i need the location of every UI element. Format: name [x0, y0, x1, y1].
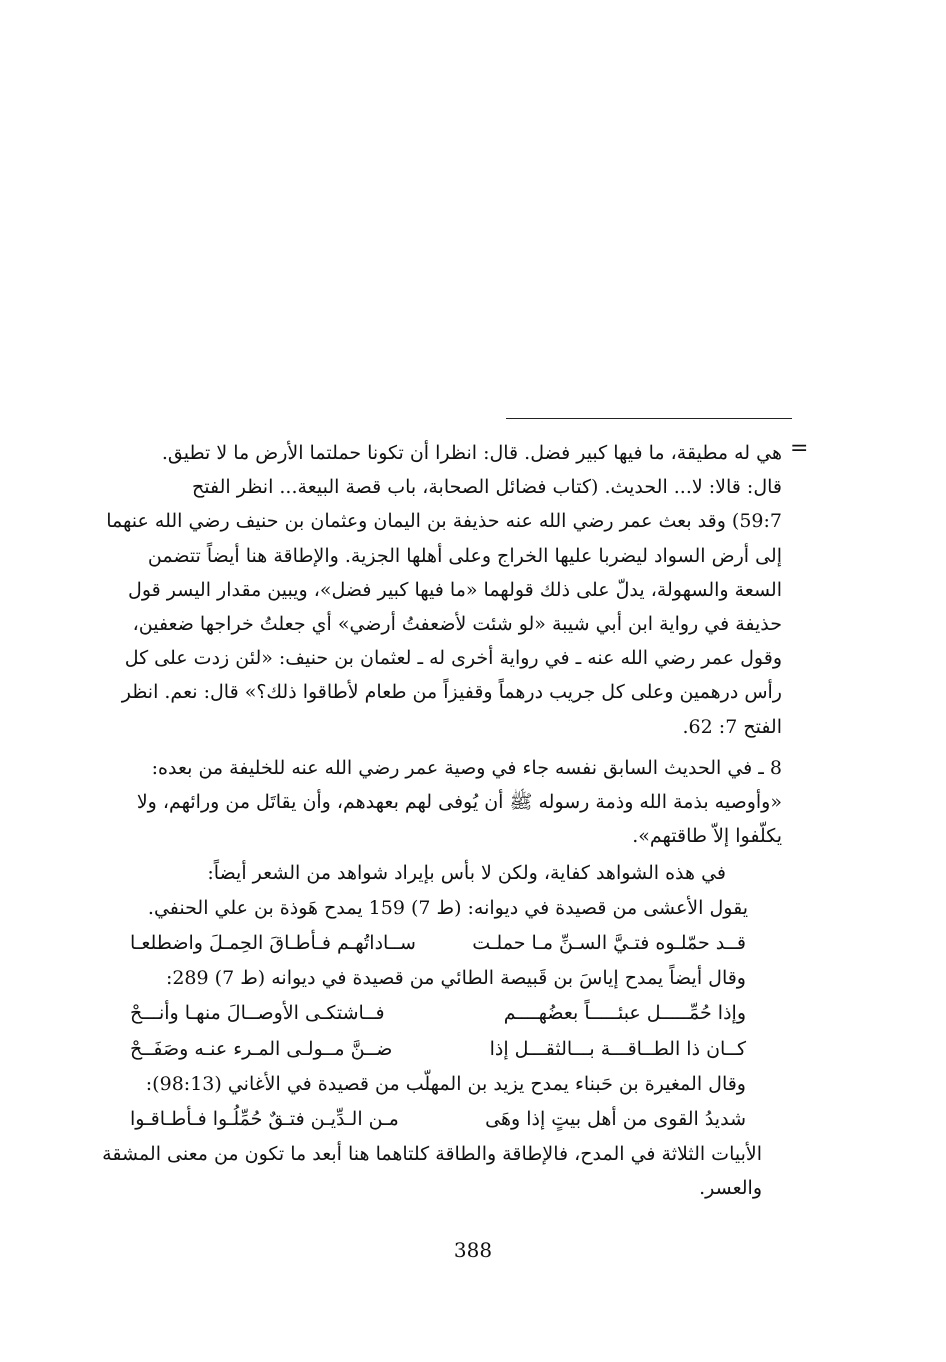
asha-verse-second-hemistich: ســاداتُهـم فـأطـاقَ الحِمـلَ واضطلعـا [130, 932, 416, 954]
text-line: حذيفة في رواية ابن أبي شيبة «لو شئت لأضعفتُ أرضي» أي جعلتُ خراجها ضعفين، [132, 613, 782, 636]
mughira-verse-first-hemistich: شديدُ القوى من أهل بيتٍ إذا وهَى [485, 1108, 746, 1130]
tai-verse2-second-hemistich: ضــنَّ مــولـى المـرء عنـه وصَفَــحْ [130, 1038, 393, 1060]
text-line: الأبيات الثلاثة في المدح، فالإطاقة والطاقة كلتاهما هنا أبعد ما تكون من معنى المشقة [102, 1143, 762, 1165]
tai-verse2-first-hemistich: كــان ذا الطــاقـــة بـــالثقـــل إذا [489, 1038, 746, 1060]
text-line: رأس درهمين وعلى كل جريب درهماً وقفيزاً من طعام لأطاقوا ذلك؟» قال: نعم. انظر [121, 681, 782, 704]
text-line: 8 ـ في الحديث السابق نفسه جاء في وصية عمر رضي الله عنه للخليفة من بعده: [151, 757, 782, 779]
text-line: قال: قالا: لا... الحديث. (كتاب فضائل الصحابة، باب قصة البيعة... انظر الفتح [192, 476, 782, 499]
text-line: يكلّفوا إلاّ طاقتهم». [632, 825, 782, 848]
text-line: إلى أرض السواد ليضربا عليها الخراج وعلى أهلها الجزية. والإطاقة هنا أيضاً تتضمن [147, 544, 782, 567]
footnote-continuation-mark: = [790, 436, 809, 461]
page-number: 388 [453, 1238, 493, 1262]
footnote-8 [72, 751, 782, 854]
footnote-continued-text [72, 436, 782, 744]
closing-remark [72, 1137, 762, 1205]
mughira-intro: وقال المغيرة بن حَبناء يمدح يزيد بن المهلّب من قصيدة في الأغاني (98:13): [145, 1073, 746, 1095]
text-line: الفتح 7: 62. [682, 715, 782, 738]
text-line: 59:7) وقد بعث عمر رضي الله عنه حذيفة بن اليمان وعثمان بن حنيف رضي الله عنهما [106, 510, 782, 533]
text-line: وقول عمر رضي الله عنه ـ في رواية أخرى له ـ لعثمان بن حنيف: «لئن زدت على كل [124, 647, 782, 670]
footnote-separator-rule [506, 418, 792, 419]
tai-verse1-second-hemistich: فــاشتكـى الأوصــالَ منهـا وأنـــحْ [130, 1002, 385, 1024]
asha-intro: يقول الأعشى من قصيدة في ديوانه: (ط 7) 159 يمدح هَوذة بن علي الحنفي. [147, 897, 748, 919]
text-line: السعة والسهولة، يدلّ على ذلك قولهما «ما فيها كبير فضل»، ويبين مقدار اليسر قول [128, 578, 782, 601]
text-line: «وأوصيه بذمة الله وذمة رسوله ﷺ أن يُوفى لهم بعهدهم، وأن يقاتَل من ورائهم، ولا [136, 791, 782, 814]
tai-verse1-first-hemistich: وإذا حُمِّـــــل عبئـــــاً بعضُهــــم [503, 1002, 746, 1024]
text-line: هي له مطيقة، ما فيها كبير فضل. قال: انظرا أن تكونا حملتما الأرض ما لا تطيق. [161, 442, 782, 464]
mughira-verse-second-hemistich: مـن الـدِّيـن فتـقٌ حُمِّلُـوا فـأطـاقـوا [130, 1108, 399, 1130]
tai-intro: وقال أيضاً يمدح إياسَ بن قَبيصة الطائي من قصيدة في ديوانه (ط 7) 289: [165, 967, 746, 989]
poetry-intro: في هذه الشواهد كفاية، ولكن لا بأس بإيراد شواهد من الشعر أيضاً: [207, 862, 726, 884]
text-line: والعسر. [699, 1177, 762, 1199]
asha-verse-first-hemistich: قــد حمّلـوه فتـيَّ السـنِّ مـا حملـت [472, 932, 746, 954]
